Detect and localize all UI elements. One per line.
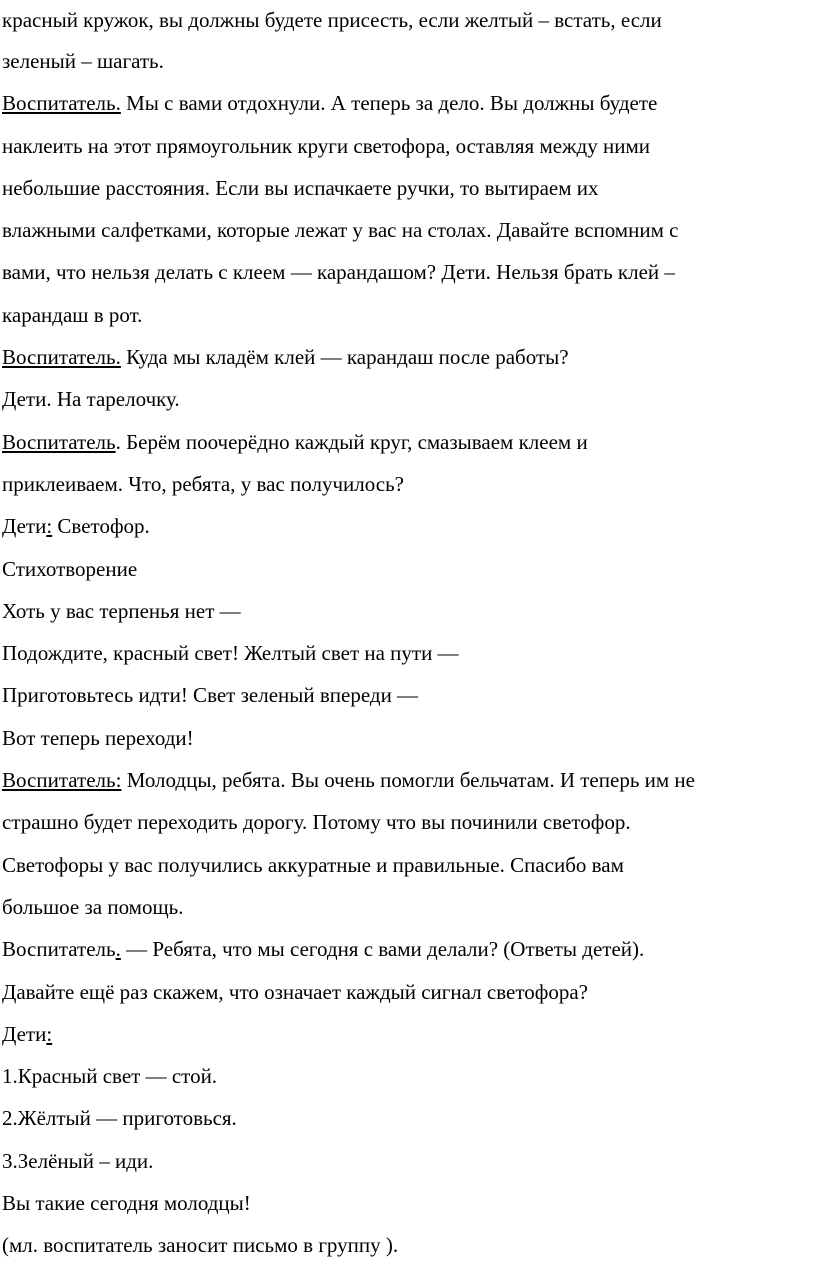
- speaker-colon: :: [46, 514, 53, 539]
- list-item: [2, 1097, 816, 1139]
- text-run: Молодцы, ребята. Вы очень помогли бельчатам. И теперь им не: [121, 768, 695, 793]
- text-run: (мл. воспитатель заносит письмо в группу ).: [2, 1233, 399, 1258]
- text-run: Светофоры у вас получились аккуратные и правильные. Спасибо вам: [2, 852, 624, 877]
- text-run: Дети. На тарелочку.: [2, 387, 180, 412]
- text-run: наклеить на этот прямоугольник круги светофора, оставляя между ними: [2, 133, 650, 158]
- text-line: [2, 1013, 816, 1055]
- text-line: [2, 167, 816, 209]
- text-run: красный кружок, вы должны будете присесть, если желтый – встать, если: [2, 8, 662, 32]
- text-line: [2, 251, 816, 293]
- text-line: [2, 844, 816, 886]
- text-run: карандаш в рот.: [2, 302, 143, 327]
- text-run: Вы такие сегодня молодцы!: [2, 1191, 251, 1216]
- text-line: [2, 1224, 816, 1266]
- text-run: Приготовьтесь идти! Свет зеленый впереди —: [2, 683, 419, 708]
- speaker-label: Воспитатель.: [2, 345, 121, 370]
- text-run: Давайте ещё раз скажем, что означает каждый сигнал светофора?: [2, 979, 588, 1004]
- text-line: [2, 209, 816, 251]
- text-run: Вот теперь переходи!: [2, 725, 194, 750]
- text-line: [2, 40, 816, 82]
- text-run: большое за помощь.: [2, 894, 184, 919]
- text-run: Мы с вами отдохнули. А теперь за дело. Вы должны будете: [120, 91, 658, 116]
- speaker-label: Воспитатель: [2, 937, 116, 962]
- text-run: Светофор.: [52, 514, 150, 539]
- text-line: [2, 82, 816, 124]
- text-line: [2, 886, 816, 928]
- text-line: [2, 801, 816, 843]
- text-run: — Ребята, что мы сегодня с вами делали? (Ответы детей).: [120, 937, 645, 962]
- speaker-label: Дети: [2, 1021, 47, 1046]
- text-run: Хоть у вас терпенья нет —: [2, 598, 241, 623]
- text-line: [2, 336, 816, 378]
- text-line: [2, 125, 816, 167]
- text-line: [2, 971, 816, 1013]
- text-line: [2, 421, 816, 463]
- poem-line: [2, 632, 816, 674]
- text-line: [2, 505, 816, 547]
- text-line: [2, 0, 816, 40]
- text-run: 3.Зелёный – иди.: [2, 1148, 154, 1173]
- list-item: [2, 1140, 816, 1182]
- speaker-colon: :: [46, 1021, 53, 1046]
- text-run: Куда мы кладём клей — карандаш после работы?: [120, 345, 569, 370]
- text-line: [2, 1182, 816, 1224]
- text-run: влажными салфетками, которые лежат у вас на столах. Давайте вспомним с: [2, 218, 679, 243]
- speaker-label: Дети: [2, 514, 47, 539]
- text-run: зеленый – шагать.: [2, 49, 164, 73]
- text-line: [2, 294, 816, 336]
- text-run: страшно будет переходить дорогу. Потому что вы починили светофор.: [2, 810, 631, 835]
- text-line: [2, 759, 816, 801]
- speaker-label: Воспитатель.: [2, 91, 121, 116]
- section-heading: Стихотворение: [2, 556, 138, 581]
- text-run: приклеиваем. Что, ребята, у вас получилось?: [2, 471, 404, 496]
- text-run: вами, что нельзя делать с клеем — карандашом? Дети. Нельзя брать клей –: [2, 260, 675, 285]
- text-line: [2, 463, 816, 505]
- speaker-label: Воспитатель: [2, 429, 116, 454]
- list-item: [2, 1055, 816, 1097]
- document-page: [2, 0, 816, 1267]
- text-run: Подождите, красный свет! Желтый свет на пути —: [2, 641, 459, 666]
- text-run: . Берём поочерёдно каждый круг, смазываем клеем и: [115, 429, 588, 454]
- text-line: [2, 548, 816, 590]
- text-run: 2.Жёлтый — приготовься.: [2, 1106, 237, 1131]
- text-run: небольшие расстояния. Если вы испачкаете ручки, то вытираем их: [2, 175, 599, 200]
- speaker-label: Воспитатель:: [2, 768, 122, 793]
- text-run: 1.Красный свет — стой.: [2, 1064, 218, 1089]
- text-line: [2, 928, 816, 970]
- speaker-dot: .: [115, 937, 121, 962]
- text-line: [2, 378, 816, 420]
- poem-line: [2, 717, 816, 759]
- poem-line: [2, 674, 816, 716]
- poem-line: [2, 590, 816, 632]
